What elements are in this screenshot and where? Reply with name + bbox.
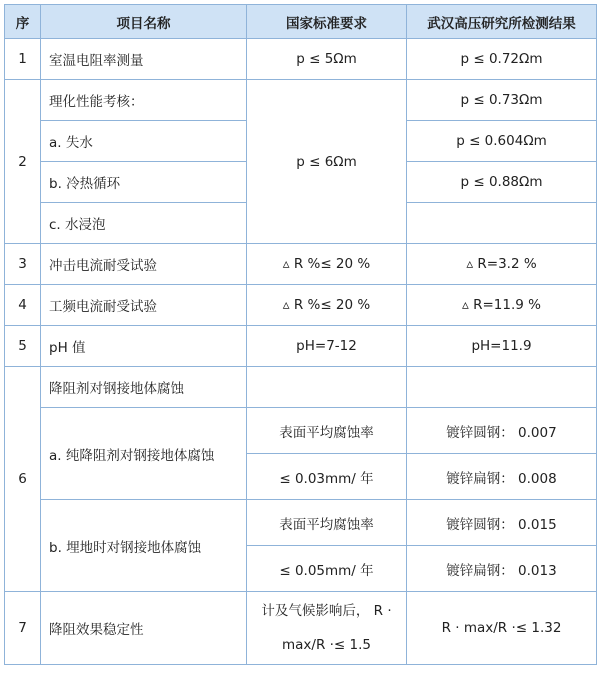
header-row xyxy=(5,5,597,39)
test-result xyxy=(407,203,597,244)
item-name: 理化性能考核： xyxy=(41,80,247,121)
row-seq: 7 xyxy=(5,592,41,665)
test-result: 镀锌扁钢： 0.013 xyxy=(407,546,597,592)
item-name: pH 值 xyxy=(41,326,247,367)
item-name: 降阻剂对钢接地体腐蚀 xyxy=(41,367,247,408)
national-standard-line: max/R ·≤ 1.5 xyxy=(282,637,371,653)
test-result: 镀锌扁钢： 0.008 xyxy=(407,454,597,500)
national-standard: p ≤ 5Ωm xyxy=(247,39,407,80)
item-subname: a. 纯降阻剂对钢接地体腐蚀 xyxy=(41,408,247,500)
header-test-result: 武汉高压研究所检测结果 xyxy=(407,5,597,39)
national-standard: 表面平均腐蚀率 xyxy=(247,500,407,546)
item-subname: a. 失水 xyxy=(41,121,247,162)
national-standard-line: 计及气候影响后， R · xyxy=(261,603,392,619)
table-row xyxy=(5,408,597,454)
test-result: p ≤ 0.88Ωm xyxy=(407,162,597,203)
header-seq: 序 xyxy=(5,5,41,39)
national-standard xyxy=(247,592,407,665)
national-standard xyxy=(247,367,407,408)
table-row xyxy=(5,244,597,285)
test-result: R · max/R ·≤ 1.32 xyxy=(407,592,597,665)
table-row xyxy=(5,592,597,665)
item-subname: c. 水浸泡 xyxy=(41,203,247,244)
test-result: 镀锌圆钢： 0.007 xyxy=(407,408,597,454)
test-result: ▵ R=11.9 % xyxy=(407,285,597,326)
national-standard: ▵ R %≤ 20 % xyxy=(247,244,407,285)
test-result: 镀锌圆钢： 0.015 xyxy=(407,500,597,546)
row-seq: 1 xyxy=(5,39,41,80)
national-standard: p ≤ 6Ωm xyxy=(247,80,407,244)
table-row xyxy=(5,80,597,121)
national-standard: pH=7-12 xyxy=(247,326,407,367)
item-name: 冲击电流耐受试验 xyxy=(41,244,247,285)
row-seq: 3 xyxy=(5,244,41,285)
row-seq: 2 xyxy=(5,80,41,244)
item-subname: b. 埋地时对钢接地体腐蚀 xyxy=(41,500,247,592)
table-row xyxy=(5,500,597,546)
test-result: ▵ R=3.2 % xyxy=(407,244,597,285)
test-result: p ≤ 0.72Ωm xyxy=(407,39,597,80)
row-seq: 4 xyxy=(5,285,41,326)
test-results-table xyxy=(4,4,597,665)
national-standard: ≤ 0.03mm/ 年 xyxy=(247,454,407,500)
national-standard: ≤ 0.05mm/ 年 xyxy=(247,546,407,592)
item-name: 工频电流耐受试验 xyxy=(41,285,247,326)
test-result xyxy=(407,367,597,408)
table-row xyxy=(5,367,597,408)
table-row xyxy=(5,39,597,80)
table-row xyxy=(5,326,597,367)
test-result: pH=11.9 xyxy=(407,326,597,367)
table-row xyxy=(5,285,597,326)
header-item-name: 项目名称 xyxy=(41,5,247,39)
item-name: 降阻效果稳定性 xyxy=(41,592,247,665)
header-national-standard: 国家标准要求 xyxy=(247,5,407,39)
item-name: 室温电阻率测量 xyxy=(41,39,247,80)
row-seq: 5 xyxy=(5,326,41,367)
test-result: p ≤ 0.73Ωm xyxy=(407,80,597,121)
national-standard: ▵ R %≤ 20 % xyxy=(247,285,407,326)
item-subname: b. 冷热循环 xyxy=(41,162,247,203)
row-seq: 6 xyxy=(5,367,41,592)
test-result: p ≤ 0.604Ωm xyxy=(407,121,597,162)
national-standard: 表面平均腐蚀率 xyxy=(247,408,407,454)
